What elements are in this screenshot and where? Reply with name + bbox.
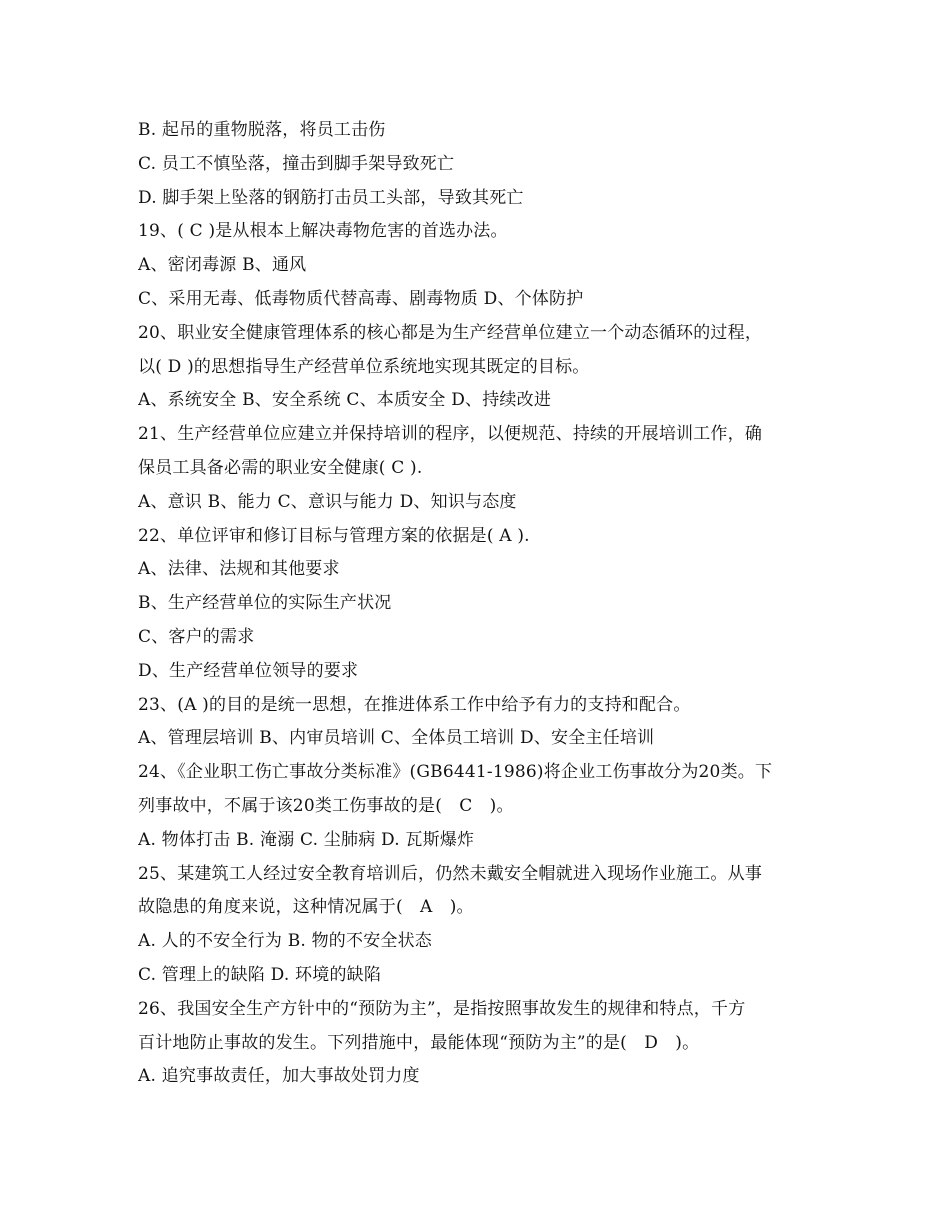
question-24: 24、《企业职工伤亡事故分类标准》(GB6441-1986)将企业工伤事故分为20类。下 <box>138 762 773 783</box>
question-26: 26、我国安全生产方针中的“预防为主”，是指按照事故发生的规律和特点，千方 <box>138 998 746 1019</box>
text-line: A、管理层培训 B、内审员培训 C、全体员工培训 D、安全主任培训 <box>138 728 655 749</box>
text-line: C. 管理上的缺陷 D. 环境的缺陷 <box>138 964 382 985</box>
text-line: C、采用无毒、低毒物质代替高毒、剧毒物质 D、个体防护 <box>138 288 584 309</box>
question-21: 21、生产经营单位应建立并保持培训的程序，以便规范、持续的开展培训工作，确 <box>138 424 763 445</box>
question-22: 22、单位评审和修订目标与管理方案的依据是( A ). <box>138 525 530 546</box>
text-line: D. 脚手架上坠落的钢筋打击员工头部，导致其死亡 <box>138 187 524 208</box>
text-line: B. 起吊的重物脱落，将员工击伤 <box>138 120 386 140</box>
question-20: 20、职业安全健康管理体系的核心都是为生产经营单位建立一个动态循环的过程， <box>138 322 763 343</box>
text-line: C、客户的需求 <box>138 626 255 647</box>
question-23: 23、(A )的目的是统一思想，在推进体系工作中给予有力的支持和配合。 <box>138 694 691 715</box>
text-line: A、意识 B、能力 C、意识与能力 D、知识与态度 <box>138 491 517 512</box>
text-line: D、生产经营单位领导的要求 <box>138 660 359 681</box>
text-line: 列事故中，不属于该20类工伤事故的是( C )。 <box>138 795 514 816</box>
document-body <box>138 114 818 1094</box>
question-25: 25、某建筑工人经过安全教育培训后，仍然未戴安全帽就进入现场作业施工。从事 <box>138 863 763 884</box>
text-line: A、系统安全 B、安全系统 C、本质安全 D、持续改进 <box>138 390 552 411</box>
text-line: C. 员工不慎坠落，撞击到脚手架导致死亡 <box>138 153 455 174</box>
text-line: 故隐患的角度来说，这种情况属于( A )。 <box>138 897 474 918</box>
text-line: A. 人的不安全行为 B. 物的不安全状态 <box>138 931 432 952</box>
text-line: A、密闭毒源 B、通风 <box>138 255 307 276</box>
question-19: 19、( C )是从根本上解决毒物危害的首选办法。 <box>138 221 508 242</box>
text-line: B、生产经营单位的实际生产状况 <box>138 593 392 614</box>
text-line: A. 追究事故责任，加大事故处罚力度 <box>138 1066 420 1087</box>
text-line: 百计地防止事故的发生。下列措施中，最能体现“预防为主”的是( D )。 <box>138 1032 700 1053</box>
text-line: A、法律、法规和其他要求 <box>138 559 340 580</box>
text-line: A. 物体打击 B. 淹溺 C. 尘肺病 D. 瓦斯爆炸 <box>138 829 475 850</box>
text-line: 以( D )的思想指导生产经营单位系统地实现其既定的目标。 <box>138 356 590 377</box>
text-line: 保员工具备必需的职业安全健康( C ). <box>138 457 423 478</box>
